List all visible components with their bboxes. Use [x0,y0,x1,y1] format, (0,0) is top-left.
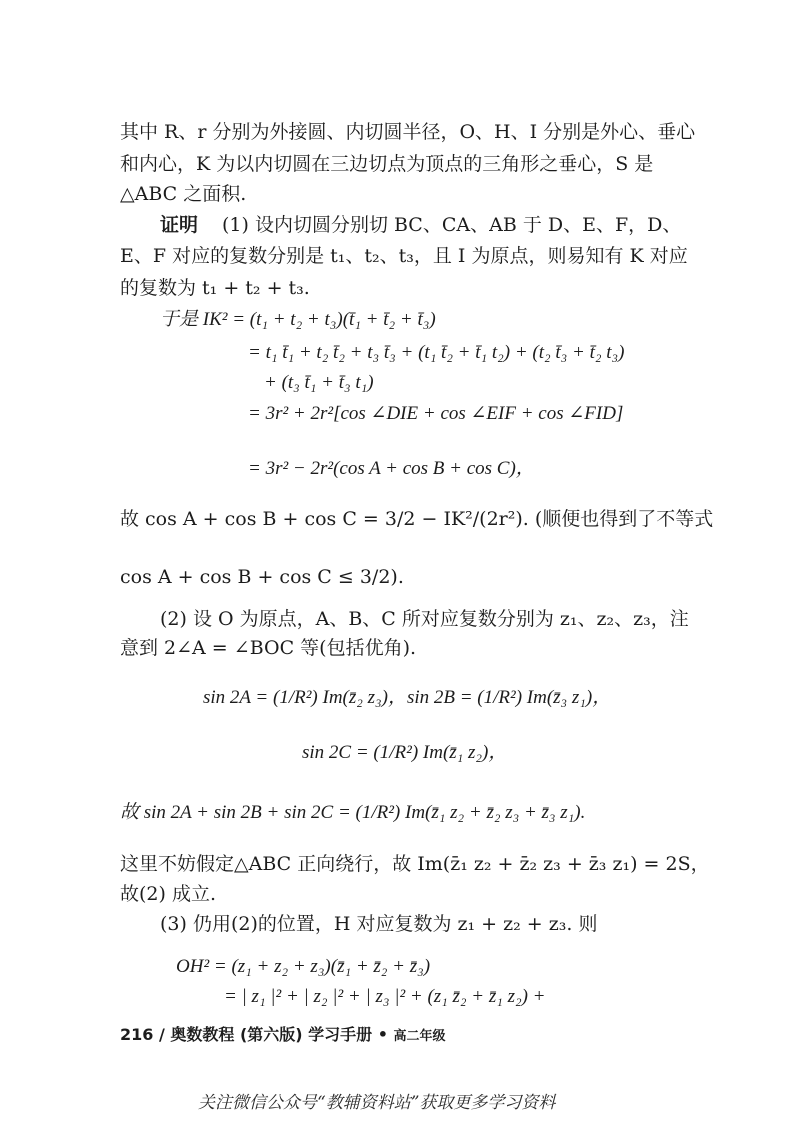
equation-line: OH² = (z₁ + z₂ + z₃)(z̄₁ + z̄₂ + z̄₃) [176,956,431,977]
text-line: (3) 仍用(2)的位置，H 对应复数为 z₁ + z₂ + z₃. 则 [160,913,598,935]
text-line: 的复数为 t₁ + t₂ + t₃. [120,277,310,299]
proof-heading: 证明 [160,214,199,236]
grade-label: 高二年级 [393,1029,446,1044]
text-line: (1) 设内切圆分别切 BC、CA、AB 于 D、E、F，D、 [222,214,682,236]
equation-line: + (t₃ t̄₁ + t̄₃ t₁) [264,372,374,393]
book-title: / 奥数教程 (第六版) 学习手册 • [158,1025,388,1044]
equation-line: = t₁ t̄₁ + t₂ t̄₂ + t₃ t̄₃ + (t₁ t̄₂ + t̄₁ t₂) + (t₂ t̄₃ + t̄₂ t₃) [248,342,625,363]
text-line: 和内心，K 为以内切圆在三边切点为顶点的三角形之垂心，S 是 [120,153,654,175]
equation-line: sin 2C = (1/R²) Im(z̄₁ z₂)， [302,742,508,763]
text-line: △ABC 之面积. [120,183,247,205]
equation-line: sin 2A = (1/R²) Im(z̄₂ z₃)，sin 2B = (1/R²) Im(z̄₃ z₁)， [203,687,612,708]
text-line: 这里不妨假定△ABC 正向绕行，故 Im(z̄₁ z₂ + z̄₂ z₃ + z̄₃ z₁) = 2S， [120,853,710,875]
text-line: (2) 设 O 为原点，A、B、C 所对应复数分别为 z₁、z₂、z₃，注 [160,608,689,630]
text-line: 故(2) 成立. [120,883,216,905]
text-line: 故 cos A + cos B + cos C = 3/2 − IK²/(2r²). (顺便也得到了不等式 [120,508,714,530]
equation-line: 于是 IK² = (t₁ + t₂ + t₃)(t̄₁ + t̄₂ + t̄₃) [160,309,436,330]
watermark-text: 关注微信公众号“教辅资料站”获取更多学习资料 [198,1093,556,1113]
page-footer [120,1022,446,1045]
equation-line: = 3r² + 2r²[cos ∠DIE + cos ∠EIF + cos ∠FID] [248,403,624,424]
text-line: 意到 2∠A = ∠BOC 等(包括优角). [120,637,417,659]
equation-line: = 3r² − 2r²(cos A + cos B + cos C)， [248,458,535,479]
text-line: E、F 对应的复数分别是 t₁、t₂、t₃，且 I 为原点，则易知有 K 对应 [120,245,688,267]
text-line: cos A + cos B + cos C ≤ 3/2). [120,566,404,588]
equation-line: = | z₁ |² + | z₂ |² + | z₃ |² + (z₁ z̄₂ + z̄₁ z₂) + [224,986,546,1007]
text-line: 其中 R、r 分别为外接圆、内切圆半径，O、H、I 分别是外心、垂心 [120,121,696,143]
equation-line: 故 sin 2A + sin 2B + sin 2C = (1/R²) Im(z̄₁ z₂ + z̄₂ z₃ + z̄₃ z₁). [120,802,586,823]
page-number: 216 [120,1025,154,1044]
